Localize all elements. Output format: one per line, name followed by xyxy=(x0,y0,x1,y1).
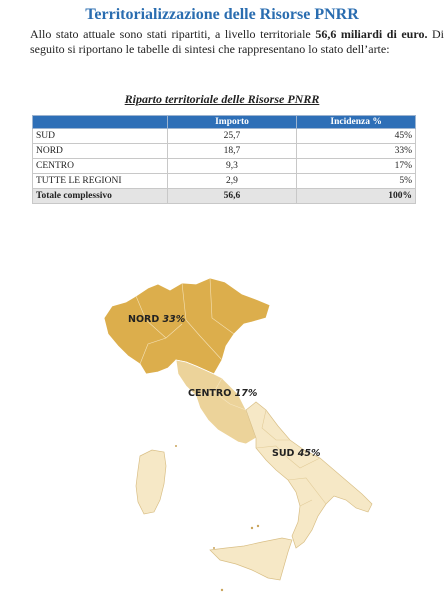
map-island xyxy=(257,525,259,527)
cell-incidenza: 33% xyxy=(297,144,416,159)
table-row xyxy=(33,129,416,144)
map-region-centro xyxy=(176,360,256,444)
map-island xyxy=(251,527,253,529)
map-island xyxy=(175,445,177,447)
map-label-centro: CENTRO 17% xyxy=(188,388,258,399)
table-total-row xyxy=(33,189,416,204)
table-title: Riparto territoriale delle Risorse PNRR xyxy=(124,92,320,106)
map-label-sud: SUD 45% xyxy=(272,448,321,459)
allocation-table xyxy=(32,115,416,204)
cell-incidenza: 45% xyxy=(297,129,416,144)
italy-map xyxy=(0,240,444,596)
header-region xyxy=(33,116,168,129)
cell-importo: 9,3 xyxy=(167,159,297,174)
map-sicily xyxy=(210,538,292,580)
cell-importo: 25,7 xyxy=(167,129,297,144)
cell-importo: 18,7 xyxy=(167,144,297,159)
total-importo: 56,6 xyxy=(167,189,297,204)
map-region-nord xyxy=(104,278,270,374)
header-importo: Importo xyxy=(167,116,297,129)
total-incidenza: 100% xyxy=(297,189,416,204)
header-incidenza: Incidenza % xyxy=(297,116,416,129)
cell-region: SUD xyxy=(33,129,168,144)
map-region-sud xyxy=(246,402,372,548)
map-label-nord: NORD 33% xyxy=(128,314,186,325)
total-region: Totale complessivo xyxy=(33,189,168,204)
table-row xyxy=(33,144,416,159)
intro-text-after: Di seguito si riportano le tabelle di sintesi che rappresentano lo stato dell’arte: xyxy=(30,27,444,56)
cell-incidenza: 5% xyxy=(297,174,416,189)
cell-region: CENTRO xyxy=(33,159,168,174)
intro-text-bold: 56,6 miliardi di euro. xyxy=(315,27,428,41)
map-island xyxy=(213,547,215,549)
intro-paragraph xyxy=(30,27,444,57)
page-title: Territorializzazione delle Risorse PNRR xyxy=(85,6,359,23)
cell-region: NORD xyxy=(33,144,168,159)
intro-text-before: Allo stato attuale sono stati ripartiti, a livello territoriale xyxy=(30,27,316,41)
table-row xyxy=(33,159,416,174)
cell-incidenza: 17% xyxy=(297,159,416,174)
table-row xyxy=(33,174,416,189)
map-island xyxy=(221,589,223,591)
map-sardinia xyxy=(136,450,166,514)
cell-importo: 2,9 xyxy=(167,174,297,189)
cell-region: TUTTE LE REGIONI xyxy=(33,174,168,189)
table-header-row xyxy=(33,116,416,129)
